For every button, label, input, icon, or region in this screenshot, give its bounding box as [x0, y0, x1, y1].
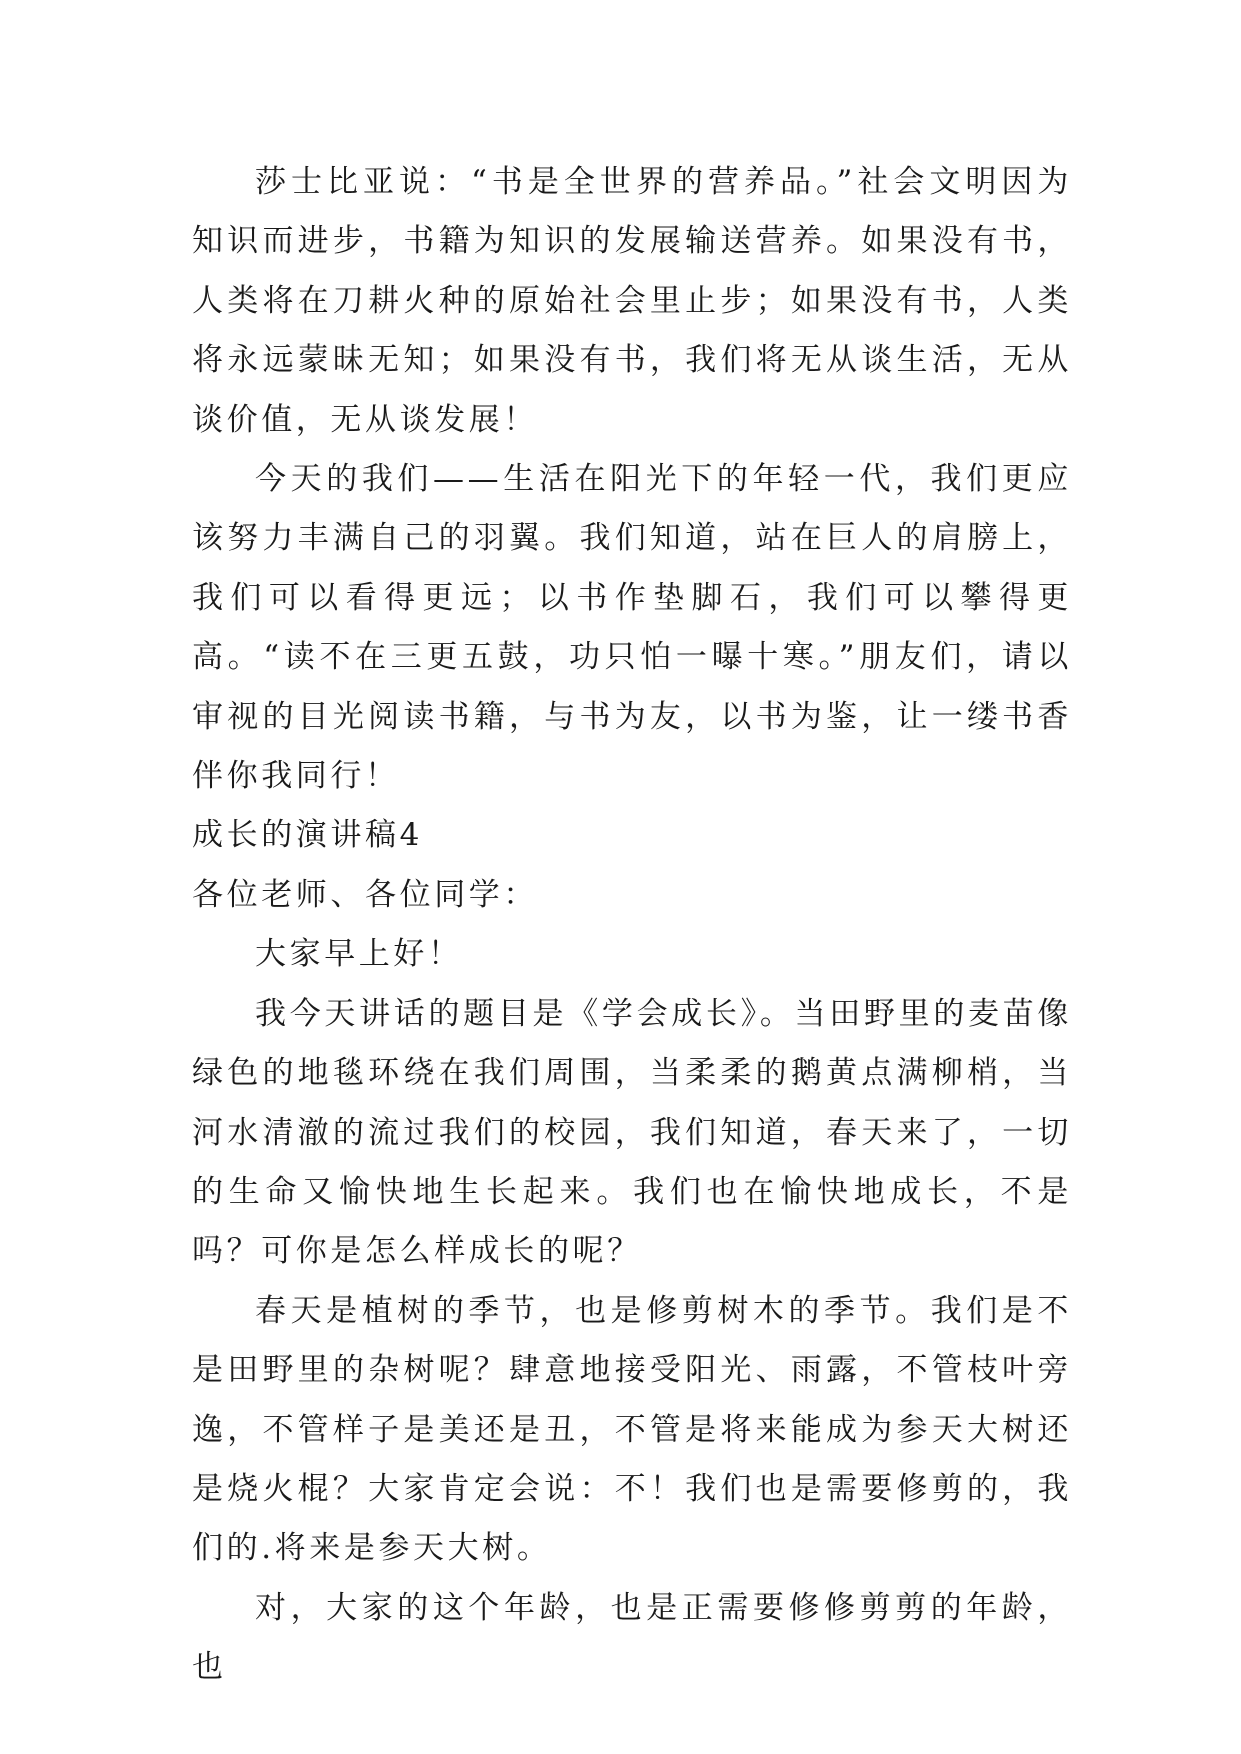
paragraph-pruning-trees: 春天是植树的季节，也是修剪树木的季节。我们是不是田野里的杂树呢？肆意地接受阳光、雨露，不管枝叶旁逸，不管样子是美还是丑，不管是将来能成为参天大树还是烧火棍？大家肯定会说：不！我们也是需要修剪的，我们的.将来是参天大树。: [192, 1292, 1072, 1567]
paragraph-age-of-pruning: 对，大家的这个年龄，也是正需要修修剪剪的年龄，也: [192, 1589, 1072, 1686]
greeting: 大家早上好！: [255, 936, 463, 973]
document-body: [192, 153, 1072, 1698]
section-title: 成长的演讲稿4: [192, 817, 423, 854]
salutation: 各位老师、各位同学：: [192, 876, 538, 913]
paragraph-learn-to-grow: 我今天讲话的题目是《学会成长》。当田野里的麦苗像绿色的地毯环绕在我们周围，当柔柔的鹅黄点满柳梢，当河水清澈的流过我们的校园，我们知道，春天来了，一切的生命又愉快地生长起来。我们也在愉快地成长，不是吗？可你是怎么样成长的呢？: [192, 995, 1072, 1270]
paragraph-young-generation: 今天的我们——生活在阳光下的年轻一代，我们更应该努力丰满自己的羽翼。我们知道，站在巨人的肩膀上，我们可以看得更远；以书作垫脚石，我们可以攀得更高。“读不在三更五鼓，功只怕一曝十寒。”朋友们，请以审视的目光阅读书籍，与书为友，以书为鉴，让一缕书香伴你我同行！: [192, 461, 1072, 795]
paragraph-shakespeare-quote: 莎士比亚说：“书是全世界的营养品。”社会文明因为知识而进步，书籍为知识的发展输送营养。如果没有书，人类将在刀耕火种的原始社会里止步；如果没有书，人类将永远蒙昧无知；如果没有书，我们将无从谈生活，无从谈价值，无从谈发展！: [192, 164, 1072, 438]
